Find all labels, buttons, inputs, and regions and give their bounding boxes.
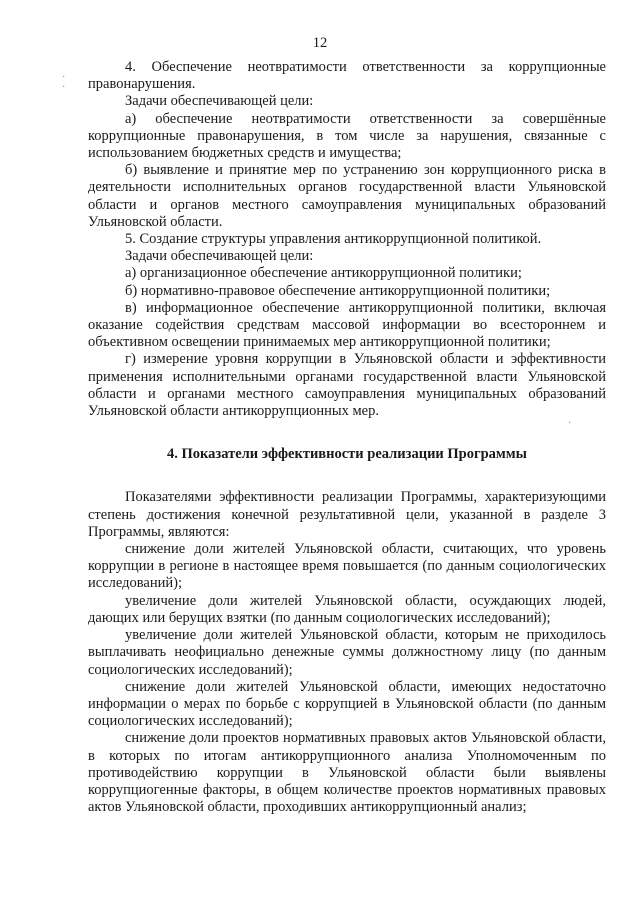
document-body [88,59,606,816]
scan-speck: · [62,82,66,93]
paragraph-task-g: г) измерение уровня коррупции в Ульяновской области и эффективности применения исполнительными органами государственной власти Ульяновской области и органами местного самоуправления муниципальных образований Ульяновской области антикоррупционных мер. [88,351,606,420]
scan-speck: · [62,72,66,83]
paragraph-indicator: увеличение доли жителей Ульяновской области, осуждающих людей, дающих или берущих взятки (по данным социологических исследований); [88,592,606,626]
paragraph-indicators-intro: Показателями эффективности реализации Программы, характеризующими степень достижения конечной результативной цели, указанной в разделе 3 Программы, являются: [88,489,606,540]
section-heading: 4. Показатели эффективности реализации Программы [167,446,527,463]
paragraph-indicator: снижение доли жителей Ульяновской области, считающих, что уровень коррупции в регионе в настоящее время повышается (по данным социологических исследований); [88,541,606,592]
page-number: 12 [312,35,328,51]
paragraph-task-b: б) нормативно-правовое обеспечение антикоррупционной политики; [125,282,551,299]
paragraph-tasks-label: Задачи обеспечивающей цели: [125,93,314,110]
paragraph-task-v: в) информационное обеспечение антикоррупционной политики, включая оказание содействия средствам массовой информации во всестороннем и объективном освещении принимаемых мер антикоррупционной политики; [88,299,606,351]
paragraph-goal-5: 5. Создание структуры управления антикоррупционной политикой. [125,231,542,248]
paragraph-tasks-label: Задачи обеспечивающей цели: [125,248,314,265]
paragraph-task-b: б) выявление и принятие мер по устранению зон коррупционного риска в деятельности исполнительных органов государственной власти Ульяновской области и органов местного самоуправления муниципальных образований Ульяновской области. [88,162,606,230]
paragraph-task-a: а) обеспечение неотвратимости ответственности за совершённые коррупционные правонарушения, в том числе за нарушения, связанные с использованием бюджетных средств и имущества; [88,110,606,162]
paragraph-indicator: снижение доли жителей Ульяновской области, имеющих недостаточно информации о мерах по борьбе с коррупцией в Ульяновской области (по данным социологических исследований); [88,678,606,730]
paragraph-indicator: снижение доли проектов нормативных правовых актов Ульяновской области, в которых по итогам антикоррупционного анализа Уполномоченным по противодействию коррупции в Ульяновской области были выявлены коррупциогенные факторы, в общем количестве проектов нормативных правовых актов Ульяновской области, проходивших антикоррупционный анализ; [88,730,606,816]
paragraph-indicator: увеличение доли жителей Ульяновской области, которым не приходилось выплачивать неофициально денежные суммы должностному лицу (по данным социологических исследований); [88,627,606,678]
paragraph-goal-4: 4. Обеспечение неотвратимости ответственности за коррупционные правонарушения. [88,59,606,93]
scan-speck: · [568,418,572,429]
paragraph-task-a: а) организационное обеспечение антикоррупционной политики; [125,265,522,282]
